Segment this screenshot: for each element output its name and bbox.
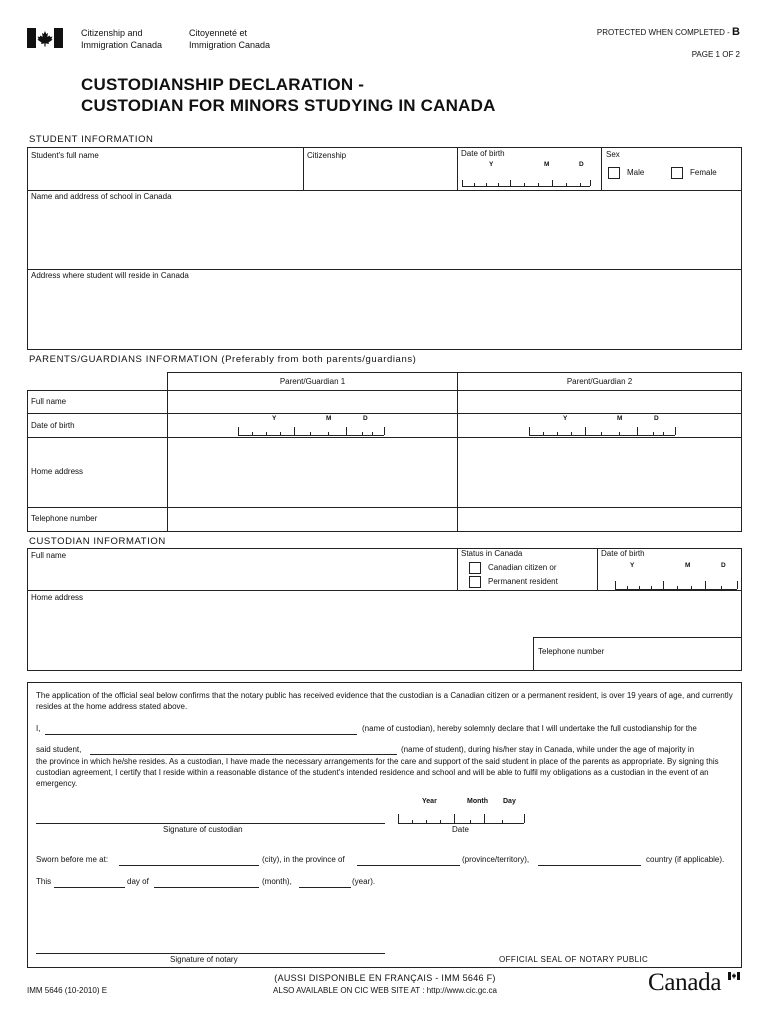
pg2-full-name-field[interactable] <box>458 391 741 412</box>
male-checkbox[interactable] <box>608 167 620 179</box>
footer-website: ALSO AVAILABLE ON CIC WEB SITE AT : http://www.cic.gc.ca <box>273 986 497 995</box>
parents-full-name-label: Full name <box>31 397 67 406</box>
parents-telephone-label: Telephone number <box>31 514 98 523</box>
page-title <box>81 74 496 116</box>
protected-level: B <box>732 26 740 38</box>
seal-label: OFFICIAL SEAL OF NOTARY PUBLIC <box>499 955 649 964</box>
year-line[interactable] <box>299 877 351 888</box>
pg2-dob-y: Y <box>563 415 568 422</box>
custodian-signature-line[interactable] <box>36 810 385 824</box>
wordmark-flag-icon <box>728 972 740 980</box>
custodian-home-address-label: Home address <box>31 593 84 602</box>
parents-section-label: PARENTS/GUARDIANS INFORMATION (Preferably from both parents/guardians) <box>29 354 417 365</box>
dept-fr-line2: Immigration Canada <box>189 40 271 50</box>
custodian-section-label: CUSTODIAN INFORMATION <box>29 536 166 547</box>
custodian-telephone-field[interactable] <box>620 638 741 670</box>
declaration-intro: The application of the official seal below confirms that the notary public has received evidence that the custodian is a Canadian citizen or a permanent resident, is over 19 years of age, and currently resides at the home address stated above. <box>36 691 733 711</box>
city-text: (city), in the province of <box>262 855 345 864</box>
student-section-label: STUDENT INFORMATION <box>29 134 154 145</box>
student-full-name-field[interactable] <box>28 162 302 189</box>
this-label: This <box>36 877 52 886</box>
sworn-label: Sworn before me at: <box>36 855 109 864</box>
day-line[interactable] <box>54 877 125 888</box>
sex-label: Sex <box>606 150 620 159</box>
custodian-full-name-field[interactable] <box>28 562 456 589</box>
date-label: Date <box>452 825 469 834</box>
date-month-label: Month <box>467 798 488 805</box>
department-english <box>81 27 162 51</box>
country-text: country (if applicable). <box>646 855 725 864</box>
pg1-home-address-field[interactable] <box>168 438 456 506</box>
custodian-full-name-label: Full name <box>31 551 67 560</box>
student-name-line[interactable] <box>90 744 397 755</box>
title-line1: CUSTODIANSHIP DECLARATION - <box>81 75 365 94</box>
custodian-dob-m: M <box>685 562 691 569</box>
signature-notary-label: Signature of notary <box>170 955 238 964</box>
dob-m: M <box>544 161 550 168</box>
day-of-text: day of <box>127 877 149 886</box>
protected-notice <box>597 27 740 38</box>
dob-d: D <box>579 161 584 168</box>
pg1-dob-m: M <box>326 415 332 422</box>
dob-y: Y <box>489 161 494 168</box>
dept-en-line1: Citizenship and <box>81 28 143 38</box>
dept-en-line2: Immigration Canada <box>81 40 163 50</box>
custodian-dob-field[interactable] <box>601 559 741 590</box>
page-number: PAGE 1 OF 2 <box>691 50 740 59</box>
notary-signature-line[interactable] <box>36 940 385 954</box>
parents-home-address-label: Home address <box>31 467 84 476</box>
citizenship-label: Citizenship <box>307 151 347 160</box>
dept-fr-line1: Citoyenneté et <box>189 28 248 38</box>
i-label: I, <box>36 724 41 733</box>
status-label: Status in Canada <box>461 549 523 558</box>
country-line[interactable] <box>538 855 641 866</box>
permanent-resident-label: Permanent resident <box>488 577 558 586</box>
student-full-name-label: Student's full name <box>31 151 99 160</box>
canada-flag-icon <box>27 28 63 48</box>
department-french <box>189 27 270 51</box>
student-dob-label: Date of birth <box>461 149 505 158</box>
protected-label: PROTECTED WHEN COMPLETED - <box>596 28 733 37</box>
canada-wordmark <box>648 968 744 1000</box>
city-line[interactable] <box>119 855 259 866</box>
pg2-header: Parent/Guardian 2 <box>566 377 633 386</box>
name-of-student-text: (name of student), during his/her stay in Canada, while under the age of majority in <box>401 745 695 754</box>
permanent-resident-checkbox[interactable] <box>469 576 481 588</box>
title-line2: CUSTODIAN FOR MINORS STUDYING IN CANADA <box>81 96 496 115</box>
name-of-custodian-text: (name of custodian), hereby solemnly declare that I will undertake the full custodianship for the <box>362 724 697 733</box>
pg2-home-address-field[interactable] <box>458 438 741 506</box>
signature-custodian-label: Signature of custodian <box>163 825 243 834</box>
custodian-dob-y: Y <box>630 562 635 569</box>
footer-french: (AUSSI DISPONIBLE EN FRANÇAIS - IMM 5646 F) <box>274 973 496 983</box>
school-label: Name and address of school in Canada <box>31 192 172 201</box>
pg2-telephone-field[interactable] <box>458 508 741 531</box>
custodian-telephone-label: Telephone number <box>538 647 605 656</box>
province-text: (province/territory), <box>462 855 530 864</box>
declaration-body: the province in which he/she resides. As a custodian, I have made the necessary arrangements for the care and support of the said student in place of the parents as appropriate. By signing this custodian agreement, I certify that I reside within a reasonable distance of the student's intended residence and school and will be able to fulfil my obligations as a custodian in the event of an emergency. <box>36 757 719 788</box>
year-text: (year). <box>352 877 376 886</box>
form-id: IMM 5646 (10-2010) E <box>27 986 108 995</box>
custodian-home-address-field[interactable] <box>28 604 532 670</box>
female-checkbox[interactable] <box>671 167 683 179</box>
residence-field[interactable] <box>28 282 741 349</box>
province-line[interactable] <box>357 855 460 866</box>
pg1-telephone-field[interactable] <box>168 508 456 531</box>
pg2-dob-field[interactable] <box>529 414 679 437</box>
pg1-dob-field[interactable] <box>238 414 388 437</box>
pg2-dob-m: M <box>617 415 623 422</box>
student-dob-field[interactable] <box>462 159 596 189</box>
pg1-dob-d: D <box>363 415 368 422</box>
custodian-dob-d: D <box>721 562 726 569</box>
canada-wordmark-text: Canada <box>648 969 722 996</box>
month-text: (month), <box>262 877 292 886</box>
pg1-header: Parent/Guardian 1 <box>279 377 346 386</box>
declaration-date-field[interactable] <box>398 810 526 824</box>
custodian-name-line[interactable] <box>45 724 357 735</box>
date-day-label: Day <box>503 798 516 805</box>
male-label: Male <box>627 168 645 177</box>
residence-label: Address where student will reside in Canada <box>31 271 189 280</box>
said-student-label: said student, <box>36 745 82 754</box>
custodian-dob-label: Date of birth <box>601 549 645 558</box>
pg1-dob-y: Y <box>272 415 277 422</box>
date-year-label: Year <box>422 798 437 805</box>
citizenship-field[interactable] <box>304 162 456 189</box>
female-label: Female <box>690 168 717 177</box>
pg2-dob-d: D <box>654 415 659 422</box>
citizen-label: Canadian citizen or <box>488 563 557 572</box>
month-line[interactable] <box>154 877 259 888</box>
citizen-checkbox[interactable] <box>469 562 481 574</box>
pg1-full-name-field[interactable] <box>168 391 456 412</box>
parents-dob-label: Date of birth <box>31 421 75 430</box>
school-field[interactable] <box>28 203 741 268</box>
